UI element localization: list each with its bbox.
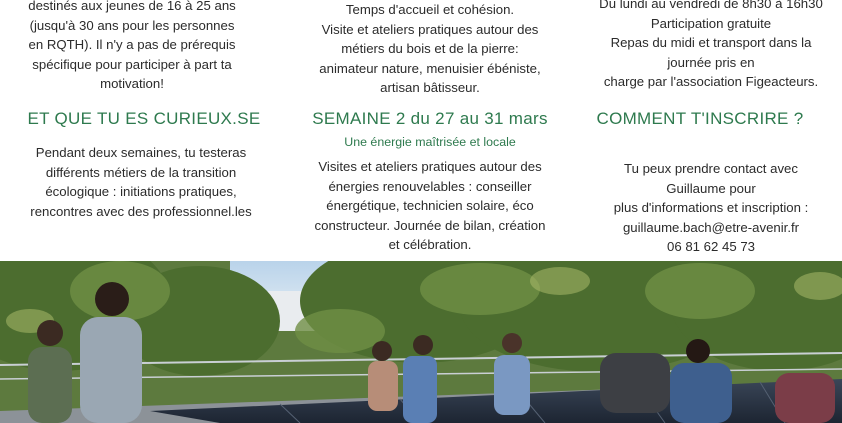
text-line: énergies renouvelables : conseiller xyxy=(328,178,532,194)
text-line: artisan bâtisseur. xyxy=(380,80,480,96)
text-line: Participation gratuite xyxy=(650,15,772,31)
text-line: différents métiers de la transition xyxy=(45,164,237,180)
text-line: Du lundi au vendredi de 8h30 à 16h30 xyxy=(599,0,823,11)
how-to-register-heading: COMMENT T'INSCRIRE ? xyxy=(596,109,804,128)
text-line: Pendant deux semaines, tu testeras xyxy=(35,145,247,160)
contact-phone: 06 81 62 45 73 xyxy=(667,239,755,255)
text-line: Visite et ateliers pratiques autour des xyxy=(321,21,539,37)
text-line: Tu peux prendre contact avec xyxy=(624,161,798,176)
week-2-heading: SEMAINE 2 du 27 au 31 mars xyxy=(312,109,548,128)
right-body-text xyxy=(580,159,842,257)
middle-body-text xyxy=(290,157,570,255)
text-line: Guillaume pour xyxy=(666,180,756,196)
text-line: en RQTH). Il n'y a pas de prérequis xyxy=(28,37,236,53)
text-line: charge par l'association Figeacteurs. xyxy=(603,74,819,90)
text-line: (jusqu'à 30 ans pour les personnes xyxy=(29,17,235,33)
contact-email: guillaume.bach@etre-avenir.fr xyxy=(622,219,800,235)
text-line: énergétique, technicien solaire, éco xyxy=(326,198,534,214)
week-2-subheading: Une énergie maîtrisée et locale xyxy=(344,135,516,149)
text-line: motivation! xyxy=(100,76,164,92)
text-line: destinés aux jeunes de 16 à 25 ans xyxy=(28,0,236,13)
middle-top-text xyxy=(290,0,570,98)
text-line: métiers du bois et de la pierre: xyxy=(341,41,519,57)
text-line: Visites et ateliers pratiques autour des xyxy=(318,159,542,174)
left-top-text xyxy=(0,0,264,94)
curious-heading: ET QUE TU ES CURIEUX.SE xyxy=(27,109,261,128)
text-line: écologique : initiations pratiques, xyxy=(45,184,237,200)
left-body-text xyxy=(0,143,282,221)
right-top-text xyxy=(580,0,842,92)
text-line: rencontres avec des professionnel.les xyxy=(30,203,252,219)
text-line: journée pris en xyxy=(667,54,755,70)
text-line: Temps d'accueil et cohésion. xyxy=(345,2,515,17)
text-line: et célébration. xyxy=(388,237,472,253)
text-line: Repas du midi et transport dans la xyxy=(610,35,812,51)
text-line: constructeur. Journée de bilan, création xyxy=(314,217,546,233)
text-line: animateur nature, menuisier ébéniste, xyxy=(319,60,541,76)
text-line: plus d'informations et inscription : xyxy=(613,200,809,216)
rooftop-solar-photo xyxy=(0,261,842,423)
text-line: spécifique pour participer à part ta xyxy=(32,56,232,72)
